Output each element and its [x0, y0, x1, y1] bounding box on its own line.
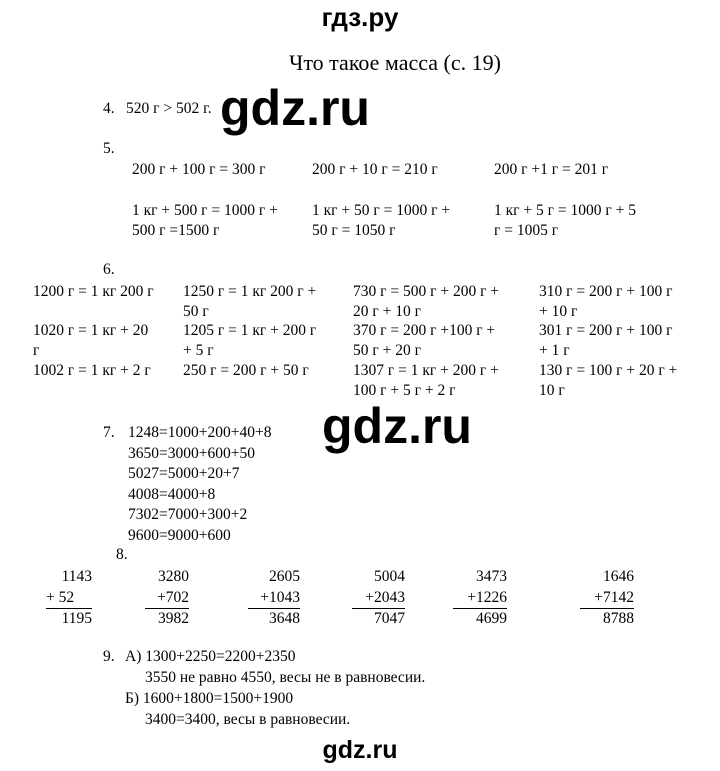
task8-result: 4699	[476, 610, 507, 627]
task6-cell	[539, 282, 672, 322]
task6-cell	[539, 361, 677, 401]
task6-cell	[353, 282, 499, 322]
task8-addend: + 52	[46, 587, 92, 609]
task8-result: 7047	[374, 610, 405, 627]
task7-line: 7302=7000+300+2	[128, 506, 248, 523]
task6-line: 20 г + 10 г	[353, 303, 421, 320]
task6-line: + 5 г	[183, 342, 214, 359]
task6-cell	[183, 282, 316, 322]
task6-line: 1020 г = 1 кг + 20	[33, 322, 149, 339]
task5-line: 1 кг + 50 г = 1000 г +	[312, 202, 451, 219]
task6-line: + 10 г	[539, 303, 578, 320]
task6-cell	[183, 361, 309, 381]
task8-addend: +1043	[248, 587, 300, 609]
task4-number: 4.	[103, 100, 115, 117]
task7-line: 1248=1000+200+40+8	[128, 424, 272, 441]
task8-number: 8.	[116, 546, 128, 563]
task6-cell	[33, 321, 148, 361]
task8-addend: +702	[145, 587, 189, 609]
task5-line: 50 г = 1050 г	[312, 222, 396, 239]
task7-line: 5027=5000+20+7	[128, 465, 240, 482]
watermark-logo-1: gdz.ru	[220, 80, 370, 136]
task8-addend: +2043	[352, 587, 405, 609]
task5-number: 5.	[103, 140, 115, 157]
task6-line: 370 г = 200 г +100 г +	[353, 322, 496, 339]
task6-line: 250 г = 200 г + 50 г	[183, 362, 309, 379]
task5-eq-multiline	[132, 201, 312, 241]
task9-line: Б) 1600+1800=1500+1900	[125, 690, 294, 707]
task5-eq: 200 г + 10 г = 210 г	[312, 161, 438, 178]
task6-cell	[183, 321, 316, 361]
task6-cell	[353, 321, 495, 361]
task8-addend: 1646	[603, 568, 634, 585]
task6-line: + 1 г	[539, 342, 570, 359]
task8-result: 3982	[158, 610, 189, 627]
task5-line: 1 кг + 5 г = 1000 г + 5	[494, 202, 636, 219]
site-footer: gdz.ru	[322, 736, 398, 764]
task6-line: 1205 г = 1 кг + 200 г	[183, 322, 317, 339]
task8-addend: +1226	[453, 587, 507, 609]
page-title: Что такое масса (с. 19)	[289, 50, 501, 75]
task6-line: 1002 г = 1 кг + 2 г	[33, 362, 151, 379]
task8-result: 8788	[603, 610, 634, 627]
task9-line: 3400=3400, весы в равновесии.	[145, 711, 351, 728]
task9-number: 9.	[103, 648, 115, 665]
task6-line: 301 г = 200 г + 100 г	[539, 322, 673, 339]
task7-line: 9600=9000+600	[128, 526, 231, 544]
task6-number: 6.	[103, 261, 115, 278]
task8-addend: 3280	[158, 568, 189, 585]
task7-list	[128, 423, 271, 546]
task5-eq: 200 г + 100 г = 300 г	[132, 161, 266, 178]
task8-result: 3648	[269, 610, 300, 627]
task5-eq-multiline	[494, 201, 684, 241]
task8-addend: 5004	[374, 568, 405, 585]
task9-line: А) 1300+2250=2200+2350	[125, 648, 296, 665]
task6-cell	[33, 282, 154, 302]
task5-eq-multiline	[312, 201, 492, 241]
task6-cell	[353, 361, 499, 401]
task7-line: 3650=3000+600+50	[128, 444, 255, 462]
task9-line: 3550 не равно 4550, весы не в равновесии.	[145, 669, 426, 686]
task5-line: 1 кг + 500 г = 1000 г +	[132, 202, 278, 219]
task6-line: 50 г + 20 г	[353, 342, 421, 359]
task6-line: 310 г = 200 г + 100 г	[539, 283, 673, 300]
task6-line: 730 г = 500 г + 200 г +	[353, 283, 500, 300]
site-header: гдз.ру	[321, 2, 399, 32]
task6-line: 50 г	[183, 303, 209, 320]
task5-line: г = 1005 г	[494, 222, 559, 239]
task5-eq: 200 г +1 г = 201 г	[494, 161, 609, 178]
task6-line: 1250 г = 1 кг 200 г +	[183, 283, 317, 300]
task6-cell	[539, 321, 672, 361]
task8-addend: 2605	[269, 568, 300, 585]
task5-line: 500 г =1500 г	[132, 222, 220, 239]
task6-line: 1307 г = 1 кг + 200 г +	[353, 362, 499, 379]
task6-line: 1200 г = 1 кг 200 г	[33, 283, 154, 300]
task6-line: 100 г + 5 г + 2 г	[353, 382, 456, 399]
watermark-logo-2: gdz.ru	[322, 398, 472, 454]
task8-addend: 1143	[61, 568, 92, 585]
task6-line: 130 г = 100 г + 20 г +	[539, 362, 678, 379]
task7-number: 7.	[103, 424, 115, 441]
task8-addend: +7142	[580, 587, 634, 609]
task7-line: 4008=4000+8	[128, 485, 216, 503]
task8-result: 1195	[61, 610, 92, 627]
task6-cell	[33, 361, 151, 381]
task6-line: 10 г	[539, 382, 565, 399]
task4-text: 520 г > 502 г.	[126, 100, 212, 117]
task6-line: г	[33, 342, 40, 359]
task8-addend: 3473	[476, 568, 507, 585]
